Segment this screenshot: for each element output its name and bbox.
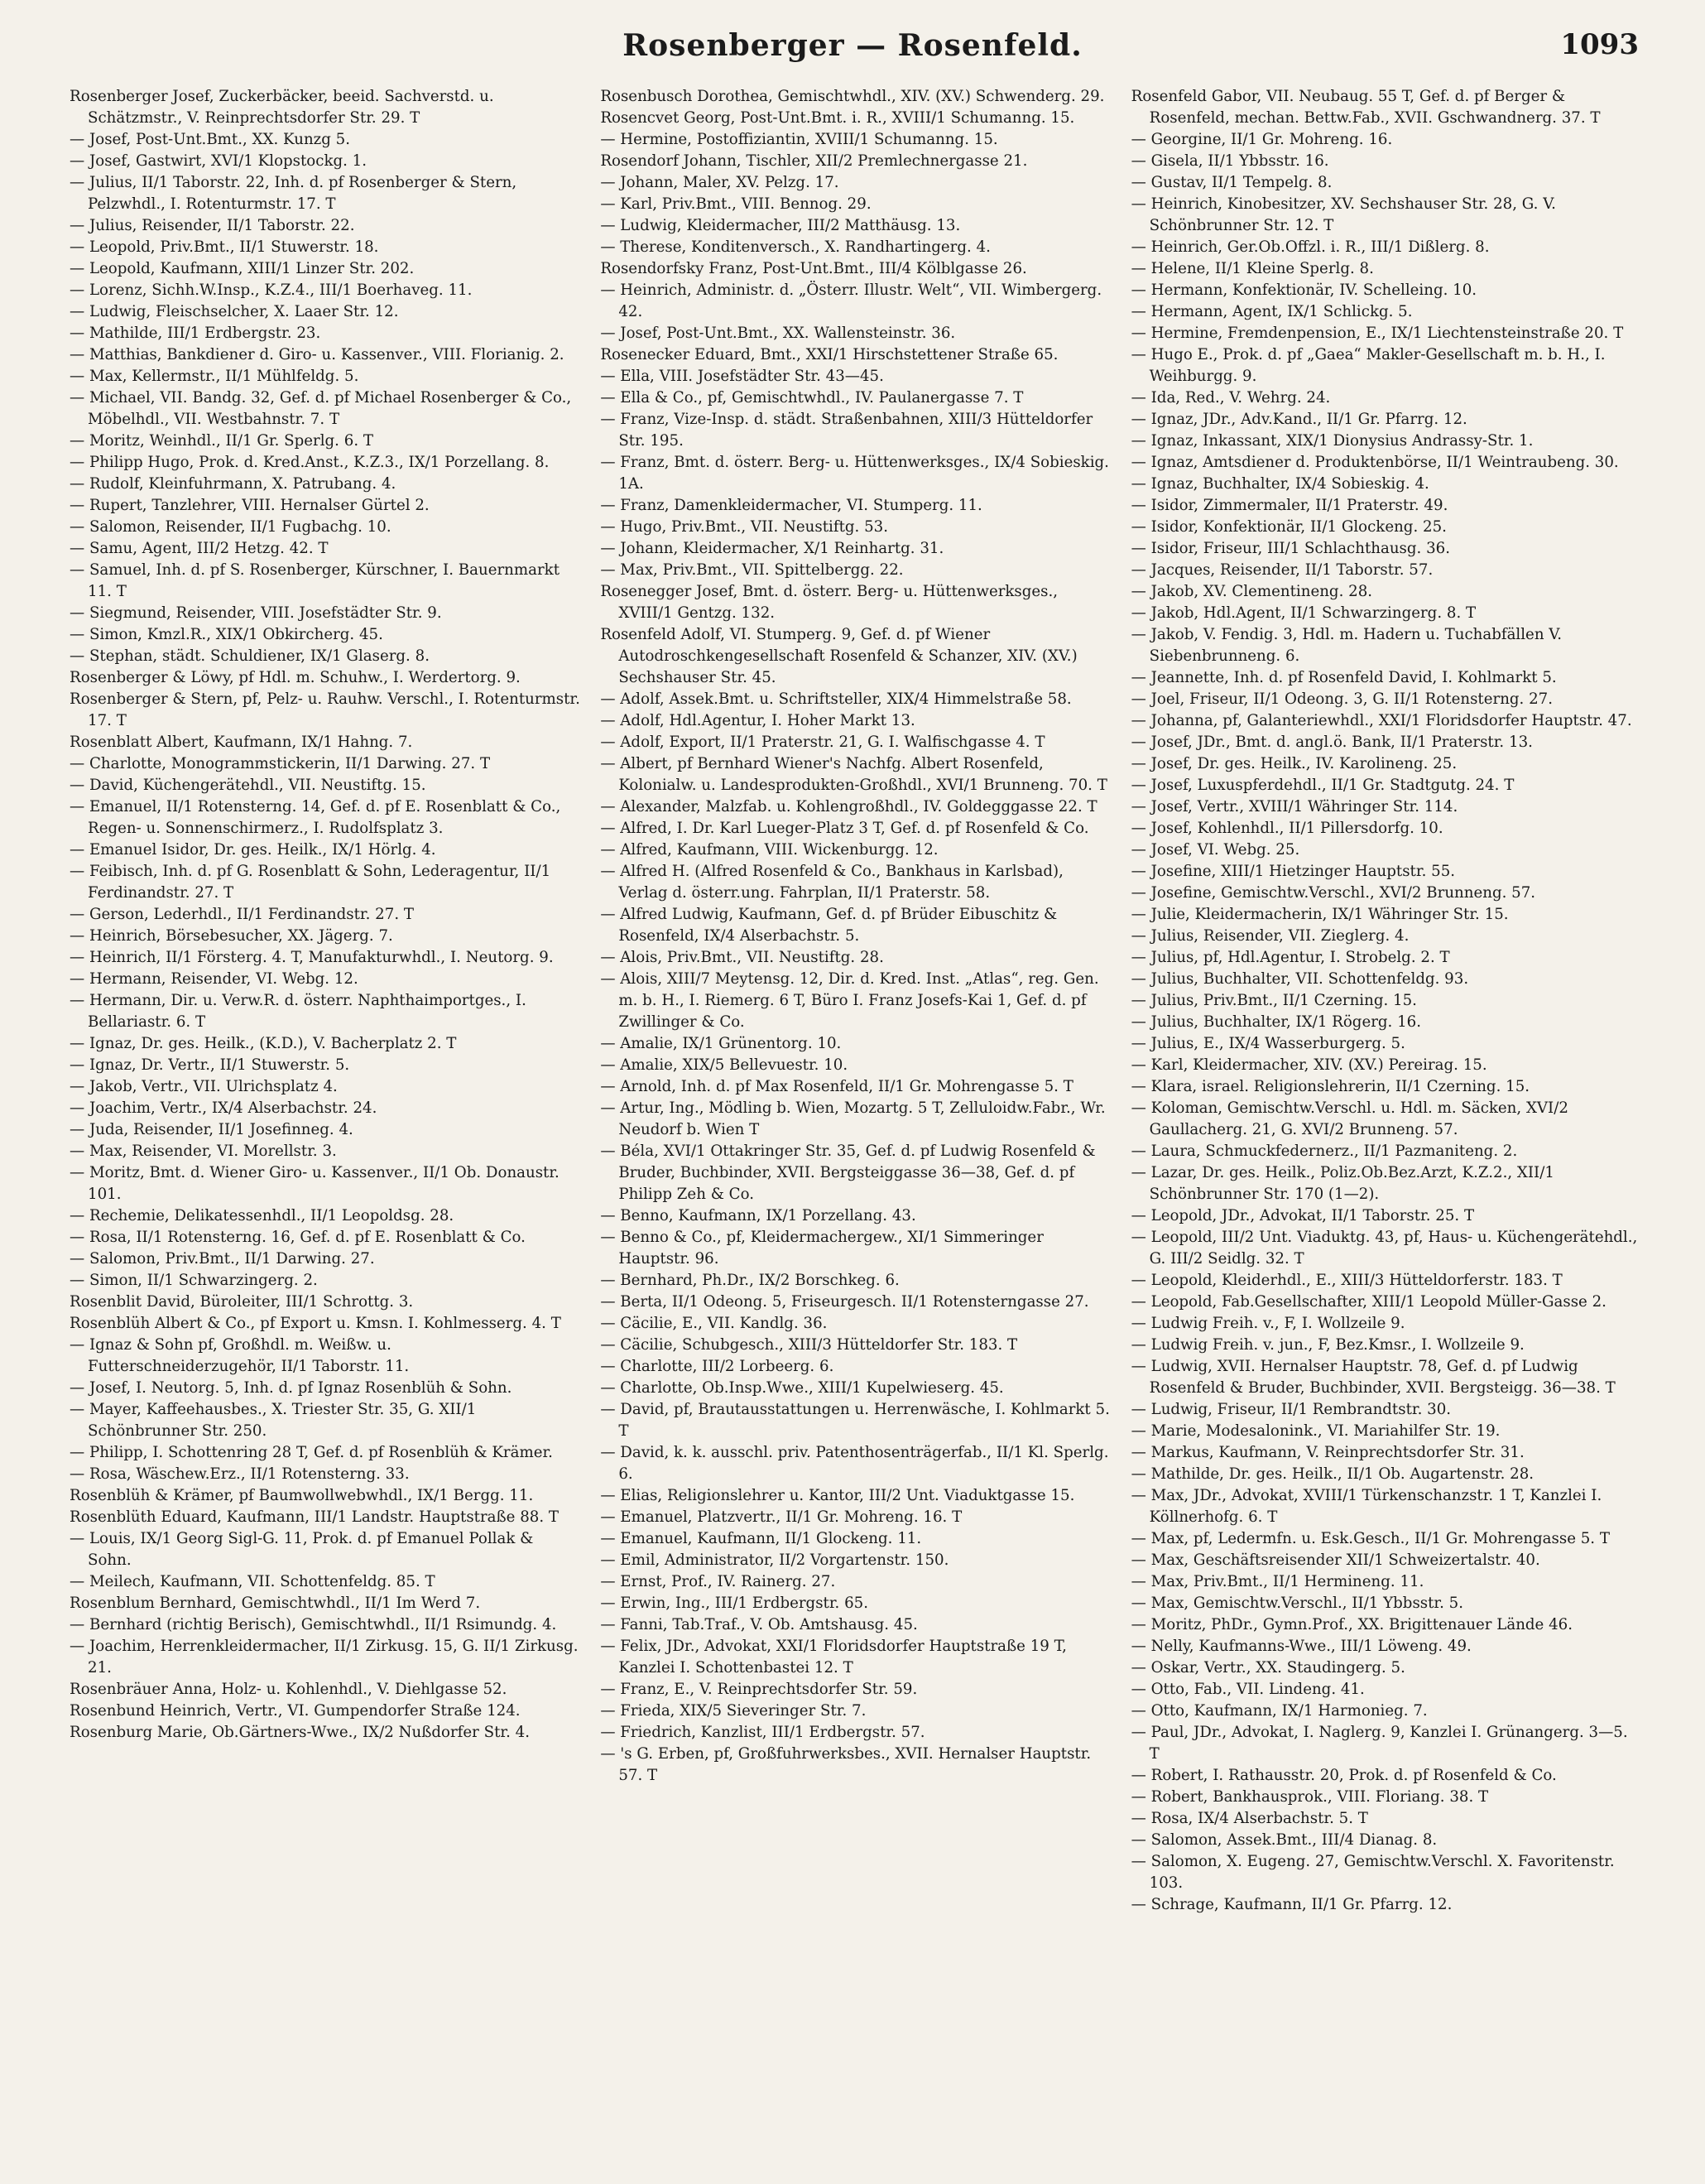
directory-entry: — Berta, II/1 Odeong. 5, Friseurgesch. II/1 Rotensterngasse 27. [600, 1293, 1089, 1311]
directory-entry: Rosendorf Johann, Tischler, XII/2 Premlechnergasse 21. [600, 152, 1028, 170]
directory-entry: — Heinrich, Börsebesucher, XX. Jägerg. 7. [70, 927, 393, 945]
directory-entry: — Simon, Kmzl.R., XIX/1 Obkircherg. 45. [70, 626, 383, 643]
directory-entry: — Ludwig, Friseur, II/1 Rembrandtstr. 30. [1131, 1401, 1452, 1418]
directory-entry: — Julius, Reisender, II/1 Taborstr. 22. [70, 217, 355, 234]
directory-entry: — Albert, pf Bernhard Wiener's Nachfg. Albert Rosenfeld, Kolonialw. u. Landesprodukten-Großhdl., XVI/1 Brunneng. 70. T [600, 755, 1107, 794]
directory-entry: — Hermann, Agent, IX/1 Schlickg. 5. [1131, 303, 1413, 320]
directory-entry: — Alfred, I. Dr. Karl Lueger-Platz 3 T, Gef. d. pf Rosenfeld & Co. [600, 820, 1089, 837]
directory-entry: — Josef, JDr., Bmt. d. angl.ö. Bank, II/1 Praterstr. 13. [1131, 734, 1533, 751]
directory-entry: — Emanuel, Kaufmann, II/1 Glockeng. 11. [600, 1530, 922, 1547]
directory-entry: — Salomon, Reisender, II/1 Fugbachg. 10. [70, 518, 391, 536]
directory-entry: — Michael, VII. Bandg. 32, Gef. d. pf Michael Rosenberger & Co., Möbelhdl., VII. Westbahnstr. 7. T [70, 389, 572, 428]
directory-entry: — Elias, Religionslehrer u. Kantor, III/2 Unt. Viaduktgasse 15. [600, 1487, 1075, 1504]
directory-entry: — Julius, Priv.Bmt., II/1 Czerning. 15. [1131, 992, 1417, 1009]
directory-entry: — Nelly, Kaufmanns-Wwe., III/1 Löweng. 49. [1131, 1638, 1472, 1655]
directory-entry: — Josefine, XIII/1 Hietzinger Hauptstr. 55. [1131, 863, 1456, 880]
directory-entry: — Ludwig Freih. v., F, I. Wollzeile 9. [1131, 1315, 1405, 1332]
directory-entry: — Stephan, städt. Schuldiener, IX/1 Glaserg. 8. [70, 647, 430, 665]
page-number: 1093 [1560, 28, 1639, 61]
directory-entry: — Alfred Ludwig, Kaufmann, Gef. d. pf Brüder Eibuschitz & Rosenfeld, IX/4 Alserbachstr. 5. [600, 906, 1058, 945]
directory-entry: — Adolf, Export, II/1 Praterstr. 21, G. I. Walfischgasse 4. T [600, 734, 1045, 751]
directory-entry: — Salomon, X. Eugeng. 27, Gemischtw.Verschl. X. Favoritenstr. 103. [1131, 1853, 1615, 1892]
directory-entry: — Josef, Gastwirt, XVI/1 Klopstockg. 1. [70, 152, 367, 170]
directory-entry: — Isidor, Friseur, III/1 Schlachthausg. 36. [1131, 540, 1451, 557]
directory-entry: — Ignaz, Inkassant, XIX/1 Dionysius Andrassy-Str. 1. [1131, 432, 1534, 450]
directory-entry: — Frieda, XIX/5 Sieveringer Str. 7. [600, 1702, 867, 1720]
directory-entry: — Simon, II/1 Schwarzingerg. 2. [70, 1272, 318, 1289]
directory-entry: — Julius, Reisender, VII. Zieglerg. 4. [1131, 927, 1410, 945]
directory-entry: — Juda, Reisender, II/1 Josefinneg. 4. [70, 1121, 353, 1138]
directory-entry: — Lorenz, Sichh.W.Insp., K.Z.4., III/1 Boerhaveg. 11. [70, 281, 473, 299]
directory-entry: — Rosa, IX/4 Alserbachstr. 5. T [1131, 1810, 1368, 1827]
directory-entry: — Leopold, Kleiderhdl., E., XIII/3 Hütteldorferstr. 183. T [1131, 1272, 1563, 1289]
directory-entry: — Julius, Buchhalter, VII. Schottenfeldg. 93. [1131, 970, 1469, 988]
directory-entry: — Hermine, Postoffiziantin, XVIII/1 Schumanng. 15. [600, 131, 998, 148]
directory-entry: — Fanni, Tab.Traf., V. Ob. Amtshausg. 45. [600, 1616, 918, 1633]
directory-entry: — Schrage, Kaufmann, II/1 Gr. Pfarrg. 12. [1131, 1896, 1453, 1913]
directory-entry: — Lazar, Dr. ges. Heilk., Poliz.Ob.Bez.Arzt, K.Z.2., XII/1 Schönbrunner Str. 170 (1—2). [1131, 1164, 1554, 1203]
directory-entry: — Hermann, Dir. u. Verw.R. d. österr. Naphthaimportges., I. Bellariastr. 6. T [70, 992, 526, 1031]
directory-entry: — Ella, VIII. Josefstädter Str. 43—45. [600, 368, 884, 385]
directory-entry: — Laura, Schmuckfedernerz., II/1 Pazmaniteng. 2. [1131, 1143, 1518, 1160]
directory-entry: — Franz, E., V. Reinprechtsdorfer Str. 59. [600, 1681, 918, 1698]
directory-entry: — Ignaz, JDr., Adv.Kand., II/1 Gr. Pfarrg. 12. [1131, 411, 1467, 428]
directory-entry: — Max, JDr., Advokat, XVIII/1 Türkenschanzstr. 1 T, Kanzlei I. Köllnerhofg. 6. T [1131, 1487, 1602, 1526]
directory-entry: — Rechemie, Delikatessenhdl., II/1 Leopoldsg. 28. [70, 1207, 454, 1224]
directory-entry: — Heinrich, Administr. d. „Österr. Illustr. Welt“, VII. Wimbergerg. 42. [600, 281, 1102, 320]
directory-entry: Rosenfeld Gabor, VII. Neubaug. 55 T, Gef. d. pf Berger & Rosenfeld, mechan. Bettw.Fab., XVII. Gschwandnerg. 37. T [1131, 88, 1601, 127]
directory-entry: — Joachim, Vertr., IX/4 Alserbachstr. 24. [70, 1099, 377, 1117]
directory-entry: — Hermann, Reisender, VI. Webg. 12. [70, 970, 358, 988]
directory-entry: — Leopold, Kaufmann, XIII/1 Linzer Str. 202. [70, 260, 415, 277]
directory-entry: Rosenblüh & Krämer, pf Baumwollwebwhdl., IX/1 Bergg. 11. [70, 1487, 534, 1504]
directory-entry: — Erwin, Ing., III/1 Erdbergstr. 65. [600, 1595, 869, 1612]
directory-entry: Rosenblatt Albert, Kaufmann, IX/1 Hahng. 7. [70, 734, 413, 751]
directory-entry: — Ignaz, Dr. ges. Heilk., (K.D.), V. Bacherplatz 2. T [70, 1035, 457, 1052]
directory-entry: — Ignaz, Dr. Vertr., II/1 Stuwerstr. 5. [70, 1056, 350, 1074]
directory-entry: — Jakob, Hdl.Agent, II/1 Schwarzingerg. 8. T [1131, 604, 1477, 622]
directory-entry: — Louis, IX/1 Georg Sigl-G. 11, Prok. d. pf Emanuel Pollak & Sohn. [70, 1530, 534, 1569]
directory-entry: — Samuel, Inh. d. pf S. Rosenberger, Kürschner, I. Bauernmarkt 11. T [70, 561, 560, 600]
directory-entry: — Rupert, Tanzlehrer, VIII. Hernalser Gürtel 2. [70, 497, 430, 514]
directory-entry: — Karl, Kleidermacher, XIV. (XV.) Pereirag. 15. [1131, 1056, 1487, 1074]
directory-entry: — Alexander, Malzfab. u. Kohlengroßhdl., IV. Goldegggasse 22. T [600, 798, 1097, 815]
directory-entry: — Klara, israel. Religionslehrerin, II/1 Czerning. 15. [1131, 1078, 1530, 1095]
directory-entry: — Moritz, Bmt. d. Wiener Giro- u. Kassenver., II/1 Ob. Donaustr. 101. [70, 1164, 560, 1203]
directory-entry: — Feibisch, Inh. d. pf G. Rosenblatt & Sohn, Lederagentur, II/1 Ferdinandstr. 27. T [70, 863, 551, 902]
directory-entry: — Charlotte, Monogrammstickerin, II/1 Darwing. 27. T [70, 755, 491, 772]
column-3 [1131, 86, 1642, 2156]
directory-entry: — Alfred, Kaufmann, VIII. Wickenburgg. 12. [600, 841, 939, 859]
directory-entry: — Gisela, II/1 Ybbsstr. 16. [1131, 152, 1329, 170]
directory-entry: — Ludwig Freih. v. jun., F, Bez.Kmsr., I. Wollzeile 9. [1131, 1336, 1525, 1354]
directory-entry: — Heinrich, Kinobesitzer, XV. Sechshauser Str. 28, G. V. Schönbrunner Str. 12. T [1131, 195, 1556, 234]
directory-entry: — Max, Reisender, VI. Morellstr. 3. [70, 1143, 337, 1160]
directory-entry: — Gerson, Lederhdl., II/1 Ferdinandstr. 27. T [70, 906, 415, 923]
directory-entry: — Karl, Priv.Bmt., VIII. Bennog. 29. [600, 195, 872, 213]
directory-entry: — Jeannette, Inh. d. pf Rosenfeld David, I. Kohlmarkt 5. [1131, 669, 1557, 686]
directory-entry: — Josef, Dr. ges. Heilk., IV. Karolineng. 25. [1131, 755, 1458, 772]
directory-entry: — Heinrich, II/1 Försterg. 4. T, Manufakturwhdl., I. Neutorg. 9. [70, 949, 554, 966]
entry-columns [70, 86, 1642, 2156]
directory-entry: — Joel, Friseur, II/1 Odeong. 3, G. II/1 Rotensterng. 27. [1131, 690, 1554, 708]
directory-entry: — Koloman, Gemischtw.Verschl. u. Hdl. m. Säcken, XVI/2 Gaullacherg. 21, G. XVI/2 Brunneng. 57. [1131, 1099, 1568, 1138]
directory-entry: — Heinrich, Ger.Ob.Offzl. i. R., III/1 Dißlerg. 8. [1131, 238, 1490, 256]
directory-entry: — Johann, Maler, XV. Pelzg. 17. [600, 174, 839, 191]
directory-entry: — Ignaz & Sohn pf, Großhdl. m. Weißw. u. Futterschneiderzugehör, II/1 Taborstr. 11. [70, 1336, 410, 1375]
directory-entry: — Georgine, II/1 Gr. Mohreng. 16. [1131, 131, 1393, 148]
directory-entry: — Isidor, Zimmermaler, II/1 Praterstr. 49. [1131, 497, 1448, 514]
directory-entry: — Amalie, IX/1 Grünentorg. 10. [600, 1035, 842, 1052]
directory-entry: — Josefine, Gemischtw.Verschl., XVI/2 Brunneng. 57. [1131, 884, 1536, 902]
directory-entry: — Julius, II/1 Taborstr. 22, Inh. d. pf Rosenberger & Stern, Pelzwhdl., I. Rotenturmstr. 17. T [70, 174, 517, 213]
directory-entry: — Hermine, Fremdenpension, E., IX/1 Liechtensteinstraße 20. T [1131, 325, 1624, 342]
directory-entry: — Salomon, Assek.Bmt., III/4 Dianag. 8. [1131, 1831, 1438, 1849]
directory-entry: — David, Küchengerätehdl., VII. Neustiftg. 15. [70, 777, 426, 794]
directory-entry: Rosendorfsky Franz, Post-Unt.Bmt., III/4 Kölblgasse 26. [600, 260, 1027, 277]
directory-entry: — Johann, Kleidermacher, X/1 Reinhartg. 31. [600, 540, 944, 557]
directory-entry: — Leopold, Priv.Bmt., II/1 Stuwerstr. 18. [70, 238, 379, 256]
directory-entry: Rosenbusch Dorothea, Gemischtwhdl., XIV. (XV.) Schwenderg. 29. [600, 88, 1105, 105]
directory-entry: — Moritz, PhDr., Gymn.Prof., XX. Brigittenauer Lände 46. [1131, 1616, 1573, 1633]
directory-entry: — Alfred H. (Alfred Rosenfeld & Co., Bankhaus in Karlsbad), Verlag d. österr.ung. Fahrplan, II/1 Praterstr. 58. [600, 863, 1064, 902]
directory-entry: — Franz, Vize-Insp. d. städt. Straßenbahnen, XIII/3 Hütteldorfer Str. 195. [600, 411, 1093, 450]
directory-entry: — Julie, Kleidermacherin, IX/1 Währinger Str. 15. [1131, 906, 1509, 923]
directory-entry: — Hugo, Priv.Bmt., VII. Neustiftg. 53. [600, 518, 889, 536]
directory-entry: — Max, Gemischtw.Verschl., II/1 Ybbsstr. 5. [1131, 1595, 1464, 1612]
directory-entry: — Hermann, Konfektionär, IV. Schelleing. 10. [1131, 281, 1477, 299]
directory-entry: — Cäcilie, Schubgesch., XIII/3 Hütteldorfer Str. 183. T [600, 1336, 1018, 1354]
directory-entry: — Jakob, V. Fendig. 3, Hdl. m. Hadern u. Tuchabfällen V. Siebenbrunneng. 6. [1131, 626, 1563, 665]
directory-entry: — Helene, II/1 Kleine Sperlg. 8. [1131, 260, 1374, 277]
directory-entry: Rosenblüth Eduard, Kaufmann, III/1 Landstr. Hauptstraße 88. T [70, 1508, 560, 1526]
page-title: Rosenberger — Rosenfeld. [622, 28, 1083, 63]
directory-entry: — Robert, Bankhausprok., VIII. Floriang. 38. T [1131, 1788, 1489, 1806]
directory-entry: — Bernhard, Ph.Dr., IX/2 Borschkeg. 6. [600, 1272, 900, 1289]
directory-entry: — Max, pf, Ledermfn. u. Esk.Gesch., II/1 Gr. Mohrengasse 5. T [1131, 1530, 1611, 1547]
directory-entry: — Cäcilie, E., VII. Kandlg. 36. [600, 1315, 828, 1332]
directory-entry: — Ludwig, XVII. Hernalser Hauptstr. 78, Gef. d. pf Ludwig Rosenfeld & Bruder, Buchbinder, XVII. Bergsteigg. 36—38. T [1131, 1358, 1616, 1397]
directory-entry: Rosenburg Marie, Ob.Gärtners-Wwe., IX/2 Nußdorfer Str. 4. [70, 1724, 530, 1741]
directory-entry: — Julius, pf, Hdl.Agentur, I. Strobelg. 2. T [1131, 949, 1450, 966]
directory-entry: — Jacques, Reisender, II/1 Taborstr. 57. [1131, 561, 1434, 579]
directory-entry: — Ida, Red., V. Wehrg. 24. [1131, 389, 1331, 406]
directory-entry: — Felix, JDr., Advokat, XXI/1 Floridsdorfer Hauptstraße 19 T, Kanzlei I. Schottenbastei 12. T [600, 1638, 1067, 1676]
directory-entry: — Jakob, Vertr., VII. Ulrichsplatz 4. [70, 1078, 338, 1095]
directory-entry: — Otto, Fab., VII. Lindeng. 41. [1131, 1681, 1365, 1698]
directory-entry: — Matthias, Bankdiener d. Giro- u. Kassenver., VIII. Florianig. 2. [70, 346, 564, 363]
directory-entry: — Meilech, Kaufmann, VII. Schottenfeldg. 85. T [70, 1573, 435, 1590]
directory-entry: — Bernhard (richtig Berisch), Gemischtwhdl., II/1 Rsimundg. 4. [70, 1616, 557, 1633]
directory-entry: — Adolf, Hdl.Agentur, I. Hoher Markt 13. [600, 712, 915, 729]
directory-entry: — Arnold, Inh. d. pf Max Rosenfeld, II/1 Gr. Mohrengasse 5. T [600, 1078, 1073, 1095]
directory-entry: — Isidor, Konfektionär, II/1 Glockeng. 25. [1131, 518, 1447, 536]
directory-entry: — Emil, Administrator, II/2 Vorgartenstr. 150. [600, 1551, 949, 1569]
directory-entry: — Moritz, Weinhdl., II/1 Gr. Sperlg. 6. T [70, 432, 374, 450]
directory-entry: — Emanuel Isidor, Dr. ges. Heilk., IX/1 Hörlg. 4. [70, 841, 436, 859]
directory-entry: — Béla, XVI/1 Ottakringer Str. 35, Gef. d. pf Ludwig Rosenfeld & Bruder, Buchbinder, XVII. Bergsteiggasse 36—38, Gef. d. pf Philipp Zeh & Co. [600, 1143, 1096, 1203]
directory-entry: — Hugo E., Prok. d. pf „Gaea“ Makler-Gesellschaft m. b. H., I. Weihburgg. 9. [1131, 346, 1606, 385]
directory-entry: — Samu, Agent, III/2 Hetzg. 42. T [70, 540, 329, 557]
directory-entry: — Josef, Post-Unt.Bmt., XX. Wallensteinstr. 36. [600, 325, 956, 342]
directory-entry: — Therese, Konditenversch., X. Randhartingerg. 4. [600, 238, 991, 256]
column-2 [600, 86, 1111, 2156]
directory-entry: — Max, Kellermstr., II/1 Mühlfeldg. 5. [70, 368, 359, 385]
directory-entry: — Friedrich, Kanzlist, III/1 Erdbergstr. 57. [600, 1724, 925, 1741]
directory-entry: — Mayer, Kaffeehausbes., X. Triester Str. 35, G. XII/1 Schönbrunner Str. 250. [70, 1401, 477, 1440]
directory-entry: — Ignaz, Amtsdiener d. Produktenbörse, II/1 Weintraubeng. 30. [1131, 454, 1619, 471]
directory-entry: — Marie, Modesalonink., VI. Mariahilfer Str. 19. [1131, 1422, 1501, 1440]
directory-entry: Rosenfeld Adolf, VI. Stumperg. 9, Gef. d. pf Wiener Autodroschkengesellschaft Rosenfeld & Schanzer, XIV. (XV.) Sechshauser Str. 45. [600, 626, 1078, 686]
directory-entry: — Philipp, I. Schottenring 28 T, Gef. d. pf Rosenblüh & Krämer. [70, 1444, 553, 1461]
directory-entry: — Ignaz, Buchhalter, IX/4 Sobieskig. 4. [1131, 475, 1429, 493]
directory-entry: Rosenblüh Albert & Co., pf Export u. Kmsn. I. Kohlmesserg. 4. T [70, 1315, 561, 1332]
directory-entry: — Max, Priv.Bmt., VII. Spittelbergg. 22. [600, 561, 904, 579]
directory-entry: — Gustav, II/1 Tempelg. 8. [1131, 174, 1333, 191]
directory-entry: — Max, Geschäftsreisender XII/1 Schweizertalstr. 40. [1131, 1551, 1540, 1569]
directory-entry: Rosenberger & Stern, pf, Pelz- u. Rauhw. Verschl., I. Rotenturmstr. 17. T [70, 690, 580, 729]
directory-entry: — David, k. k. ausschl. priv. Patenthosenträgerfab., II/1 Kl. Sperlg. 6. [600, 1444, 1109, 1483]
directory-entry: Rosencvet Georg, Post-Unt.Bmt. i. R., XVIII/1 Schumanng. 15. [600, 109, 1075, 127]
directory-entry: Rosenbräuer Anna, Holz- u. Kohlenhdl., V. Diehlgasse 52. [70, 1681, 507, 1698]
directory-entry: — Philipp Hugo, Prok. d. Kred.Anst., K.Z.3., IX/1 Porzellang. 8. [70, 454, 550, 471]
directory-entry: — Josef, Post-Unt.Bmt., XX. Kunzg 5. [70, 131, 351, 148]
directory-entry: — Adolf, Assek.Bmt. u. Schriftsteller, XIX/4 Himmelstraße 58. [600, 690, 1072, 708]
directory-entry: — David, pf, Brautausstattungen u. Herrenwäsche, I. Kohlmarkt 5. T [600, 1401, 1110, 1440]
directory-entry: — Josef, Luxuspferdehdl., II/1 Gr. Stadtgutg. 24. T [1131, 777, 1515, 794]
directory-entry: — Charlotte, Ob.Insp.Wwe., XIII/1 Kupelwieserg. 45. [600, 1379, 1004, 1397]
directory-entry: — Leopold, Fab.Gesellschafter, XIII/1 Leopold Müller-Gasse 2. [1131, 1293, 1607, 1311]
directory-entry: — Otto, Kaufmann, IX/1 Harmonieg. 7. [1131, 1702, 1428, 1720]
directory-entry: — Alois, XIII/7 Meytensg. 12, Dir. d. Kred. Inst. „Atlas“, reg. Gen. m. b. H., I. Riemerg. 6 T, Büro I. Franz Josefs-Kai 1, Gef. d. pf Zwillinger & Co. [600, 970, 1099, 1031]
directory-entry: — Julius, Buchhalter, IX/1 Rögerg. 16. [1131, 1013, 1422, 1031]
directory-entry: — Charlotte, III/2 Lorbeerg. 6. [600, 1358, 834, 1375]
directory-entry: — Jakob, XV. Clementineng. 28. [1131, 583, 1373, 600]
directory-entry: — Max, Priv.Bmt., II/1 Hermineng. 11. [1131, 1573, 1424, 1590]
directory-entry: — Alois, Priv.Bmt., VII. Neustiftg. 28. [600, 949, 884, 966]
directory-entry: — Benno, Kaufmann, IX/1 Porzellang. 43. [600, 1207, 916, 1224]
directory-entry: — Artur, Ing., Mödling b. Wien, Mozartg. 5 T, Zelluloidw.Fabr., Wr. Neudorf b. Wien T [600, 1099, 1106, 1138]
directory-entry: — Mathilde, Dr. ges. Heilk., II/1 Ob. Augartenstr. 28. [1131, 1465, 1534, 1483]
directory-entry: — Ernst, Prof., IV. Rainerg. 27. [600, 1573, 836, 1590]
directory-entry: Rosenberger Josef, Zuckerbäcker, beeid. Sachverstd. u. Schätzmstr., V. Reinprechtsdorfer Str. 29. T [70, 88, 494, 127]
directory-entry: Rosenblit David, Büroleiter, III/1 Schrottg. 3. [70, 1293, 414, 1311]
directory-entry: — Ludwig, Kleidermacher, III/2 Matthäusg. 13. [600, 217, 961, 234]
directory-entry: — Leopold, JDr., Advokat, II/1 Taborstr. 25. T [1131, 1207, 1475, 1224]
directory-entry: — Ella & Co., pf, Gemischtwhdl., IV. Paulanergasse 7. T [600, 389, 1024, 406]
directory-entry: — Ludwig, Fleischselcher, X. Laaer Str. 12. [70, 303, 399, 320]
column-1 [70, 86, 580, 2156]
directory-entry: — Julius, E., IX/4 Wasserburgerg. 5. [1131, 1035, 1405, 1052]
directory-entry: Rosenbund Heinrich, Vertr., VI. Gumpendorfer Straße 124. [70, 1702, 521, 1720]
directory-entry: — Salomon, Priv.Bmt., II/1 Darwing. 27. [70, 1250, 375, 1268]
directory-entry: — Siegmund, Reisender, VIII. Josefstädter Str. 9. [70, 604, 442, 622]
directory-entry: — 's G. Erben, pf, Großfuhrwerksbes., XVII. Hernalser Hauptstr. 57. T [600, 1745, 1092, 1784]
directory-entry: Rosenegger Josef, Bmt. d. österr. Berg- u. Hüttenwerksges., XVIII/1 Gentzg. 132. [600, 583, 1059, 622]
directory-entry: — Johanna, pf, Galanteriewhdl., XXI/1 Floridsdorfer Hauptstr. 47. [1131, 712, 1632, 729]
directory-entry: — Josef, VI. Webg. 25. [1131, 841, 1300, 859]
directory-entry: — Josef, Vertr., XVIII/1 Währinger Str. 114. [1131, 798, 1458, 815]
directory-entry: — Paul, JDr., Advokat, I. Naglerg. 9, Kanzlei I. Grünangerg. 3—5. T [1131, 1724, 1628, 1763]
directory-entry: Rosenecker Eduard, Bmt., XXI/1 Hirschstettener Straße 65. [600, 346, 1059, 363]
directory-entry: — Mathilde, III/1 Erdbergstr. 23. [70, 325, 321, 342]
directory-entry: — Emanuel, Platzvertr., II/1 Gr. Mohreng. 16. T [600, 1508, 963, 1526]
directory-entry: — Emanuel, II/1 Rotensterng. 14, Gef. d. pf E. Rosenblatt & Co., Regen- u. Sonnenschirmerz., I. Rudolfsplatz 3. [70, 798, 561, 837]
directory-entry: — Rosa, Wäschew.Erz., II/1 Rotensterng. 33. [70, 1465, 410, 1483]
directory-entry: — Rosa, II/1 Rotensterng. 16, Gef. d. pf E. Rosenblatt & Co. [70, 1229, 526, 1246]
directory-entry: Rosenberger & Löwy, pf Hdl. m. Schuhw., I. Werdertorg. 9. [70, 669, 521, 686]
directory-entry: — Leopold, III/2 Unt. Viaduktg. 43, pf, Haus- u. Küchengerätehdl., G. III/2 Seidlg. 32. T [1131, 1229, 1638, 1268]
directory-entry: — Franz, Damenkleidermacher, VI. Stumperg. 11. [600, 497, 982, 514]
directory-entry: — Amalie, XIX/5 Bellevuestr. 10. [600, 1056, 848, 1074]
directory-entry: — Robert, I. Rathausstr. 20, Prok. d. pf Rosenfeld & Co. [1131, 1767, 1557, 1784]
directory-entry: — Oskar, Vertr., XX. Staudingerg. 5. [1131, 1659, 1405, 1676]
directory-entry: — Josef, I. Neutorg. 5, Inh. d. pf Ignaz Rosenblüh & Sohn. [70, 1379, 512, 1397]
directory-entry: — Franz, Bmt. d. österr. Berg- u. Hüttenwerksges., IX/4 Sobieskig. 1A. [600, 454, 1109, 493]
directory-entry: — Joachim, Herrenkleidermacher, II/1 Zirkusg. 15, G. II/1 Zirkusg. 21. [70, 1638, 579, 1676]
directory-entry: — Benno & Co., pf, Kleidermachergew., XI/1 Simmeringer Hauptstr. 96. [600, 1229, 1044, 1268]
directory-entry: — Markus, Kaufmann, V. Reinprechtsdorfer Str. 31. [1131, 1444, 1525, 1461]
directory-entry: — Josef, Kohlenhdl., II/1 Pillersdorfg. 10. [1131, 820, 1443, 837]
directory-entry: — Rudolf, Kleinfuhrmann, X. Patrubang. 4. [70, 475, 396, 493]
directory-entry: Rosenblum Bernhard, Gemischtwhdl., II/1 Im Werd 7. [70, 1595, 481, 1612]
page-header [66, 28, 1639, 78]
